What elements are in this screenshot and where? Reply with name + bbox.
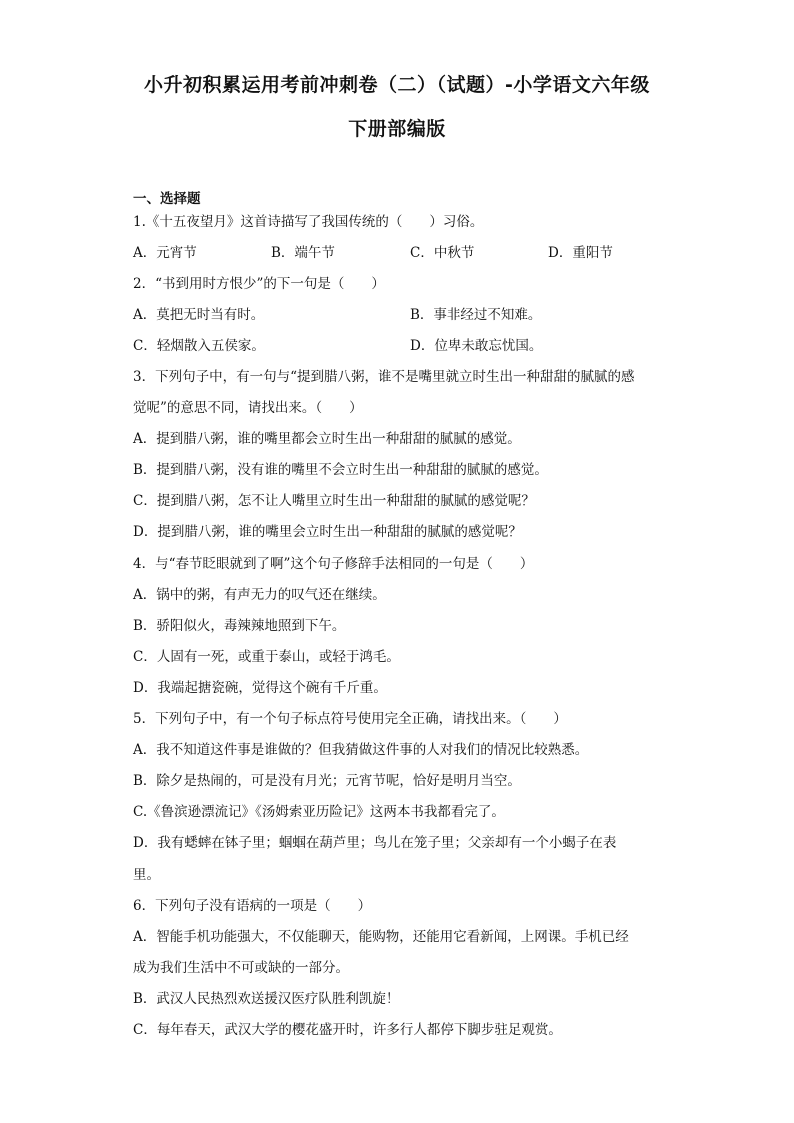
- q5-option-c: C.《鲁滨逊漂流记》《汤姆索亚历险记》这两本书我都看完了。: [133, 804, 505, 820]
- q4-option-a: A．锅中的粥，有声无力的叹气还在继续。: [133, 587, 386, 603]
- section-heading: 一、选择题: [133, 191, 201, 207]
- q5-option-d: D．我有蟋蟀在钵子里；蝈蝈在葫芦里；鸟儿在笼子里；父亲却有一个小蝎子在表: [133, 835, 617, 851]
- question-3-stem-continued: 觉呢”的意思不同，请找出来。（ ）: [133, 400, 363, 416]
- q4-option-c: C．人固有一死，或重于泰山，或轻于鸿毛。: [133, 649, 400, 665]
- q2-option-a: A．莫把无时当有时。: [133, 307, 265, 323]
- page-title: 小升初积累运用考前冲刺卷（二）（试题）-小学语文六年级: [144, 74, 650, 96]
- q5-option-b: B．除夕是热闹的，可是没有月光；元宵节呢，恰好是明月当空。: [133, 773, 521, 789]
- q2-option-c: C．轻烟散入五侯家。: [133, 338, 265, 354]
- page-title-continued: 下册部编版: [348, 118, 446, 140]
- q6-option-b: B．武汉人民热烈欢送援汉医疗队胜利凯旋！: [133, 991, 400, 1007]
- question-3-stem: 3．下列句子中，有一句与“提到腊八粥，谁不是嘴里就立时生出一种甜甜的腻腻的感: [133, 369, 635, 385]
- q4-option-d: D．我端起搪瓷碗，觉得这个碗有千斤重。: [133, 680, 387, 696]
- question-6-stem: 6．下列句子没有语病的一项是（ ）: [133, 898, 372, 914]
- q3-option-a: A．提到腊八粥，谁的嘴里都会立时生出一种甜甜的腻腻的感觉。: [133, 431, 521, 447]
- q3-option-d: D．提到腊八粥，谁的嘴里会立时生出一种甜甜的腻腻的感觉呢？: [133, 524, 522, 540]
- q2-option-d: D．位卑未敢忘忧国。: [410, 338, 543, 354]
- q6-option-a: A．智能手机功能强大，不仅能聊天，能购物，还能用它看新闻，上网课。手机已经: [133, 929, 629, 945]
- q1-option-c: C．中秋节: [410, 245, 475, 261]
- q4-option-b: B．骄阳似火，毒辣辣地照到下午。: [133, 618, 346, 634]
- question-1-stem: 1.《十五夜望月》这首诗描写了我国传统的（ ）习俗。: [133, 214, 484, 230]
- q3-option-b: B．提到腊八粥，没有谁的嘴里不会立时生出一种甜甜的腻腻的感觉。: [133, 462, 548, 478]
- q6-option-a-continued: 成为我们生活中不可或缺的一部分。: [133, 960, 349, 976]
- question-4-stem: 4．与“春节眨眼就到了啊”这个句子修辞手法相同的一句是（ ）: [133, 556, 534, 572]
- q6-option-c: C．每年春天，武汉大学的樱花盛开时，许多行人都停下脚步驻足观赏。: [133, 1022, 562, 1038]
- q1-option-d: D．重阳节: [548, 245, 613, 261]
- question-2-stem: 2．“书到用时方恨少”的下一句是（ ）: [133, 276, 385, 292]
- q3-option-c: C．提到腊八粥，怎不让人嘴里立时生出一种甜甜的腻腻的感觉呢？: [133, 493, 535, 509]
- q1-option-a: A．元宵节: [133, 245, 197, 261]
- q5-option-d-continued: 里。: [133, 867, 160, 883]
- question-5-stem: 5．下列句子中，有一个句子标点符号使用完全正确，请找出来。（ ）: [133, 711, 567, 727]
- q5-option-a: A．我不知道这件事是谁做的？但我猜做这件事的人对我们的情况比较熟悉。: [133, 742, 589, 758]
- q1-option-b: B．端午节: [271, 245, 335, 261]
- q2-option-b: B．事非经过不知难。: [410, 307, 542, 323]
